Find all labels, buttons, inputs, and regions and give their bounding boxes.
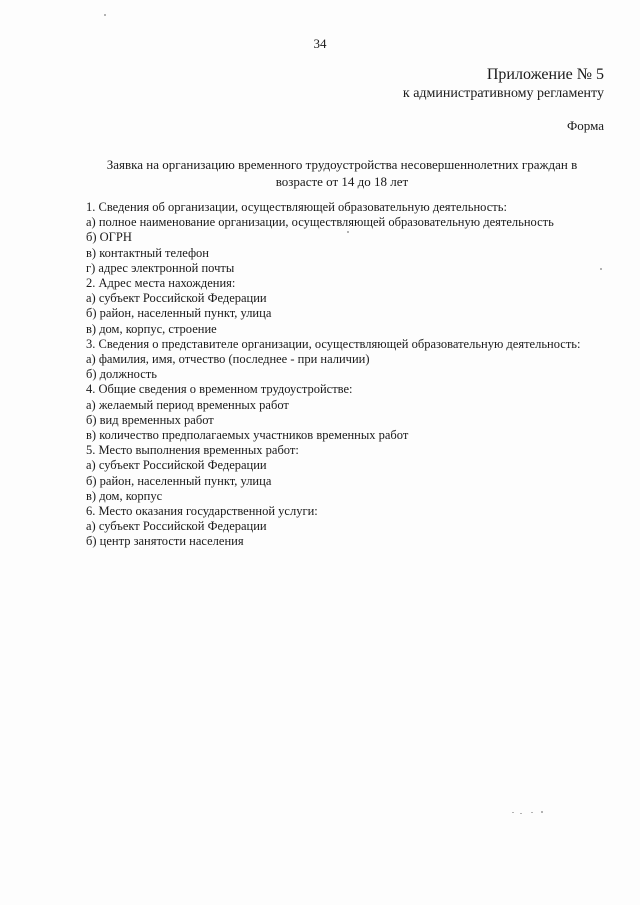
list-item: б) вид временных работ (86, 412, 214, 427)
list-item: б) должность (86, 367, 157, 382)
list-item: а) субъект Российской Федерации (86, 458, 267, 473)
list-item: а) полное наименование организации, осуществляющей образовательную деятельность (86, 215, 554, 230)
section-heading-address: 2. Адрес места нахождения: (86, 276, 236, 291)
list-item: в) контактный телефон (86, 245, 209, 260)
list-item: в) дом, корпус (86, 488, 163, 503)
list-item: б) район, населенный пункт, улица (86, 306, 272, 321)
document-title: Заявка на организацию временного трудоустройства несовершеннолетних граждан в возрасте от 14 до 18 лет (106, 157, 578, 189)
list-item: а) субъект Российской Федерации (86, 291, 267, 306)
list-item: а) фамилия, имя, отчество (последнее - при наличии) (86, 352, 370, 367)
section-heading-work-place: 5. Место выполнения временных работ: (86, 443, 299, 458)
list-item: в) количество предполагаемых участников временных работ (86, 428, 409, 443)
list-item: б) район, населенный пункт, улица (86, 473, 272, 488)
scan-speck (512, 812, 514, 813)
scan-speck (541, 811, 543, 813)
section-heading-representative: 3. Сведения о представителе организации, осуществляющей образовательную деятельность: (86, 336, 581, 351)
appendix-subtitle: к административному регламенту (402, 86, 604, 101)
list-item: б) центр занятости населения (86, 534, 244, 549)
scan-speck (520, 813, 522, 814)
page-number: 34 (313, 36, 327, 51)
section-heading-service-place: 6. Место оказания государственной услуги: (86, 504, 318, 519)
section-heading-organization: 1. Сведения об организации, осуществляющей образовательную деятельность: (86, 200, 507, 214)
list-item: а) желаемый период временных работ (86, 397, 289, 412)
list-item: б) ОГРН (86, 230, 132, 245)
section-heading-employment: 4. Общие сведения о временном трудоустройстве: (86, 382, 353, 397)
list-item: г) адрес электронной почты (86, 260, 235, 275)
appendix-title: Приложение № 5 (486, 66, 604, 83)
scan-speck (531, 812, 533, 813)
list-item: а) субъект Российской Федерации (86, 519, 267, 534)
form-fields-list (86, 200, 606, 550)
scan-speck (104, 14, 106, 16)
list-item: в) дом, корпус, строение (86, 321, 217, 336)
form-label: Форма (567, 118, 604, 133)
